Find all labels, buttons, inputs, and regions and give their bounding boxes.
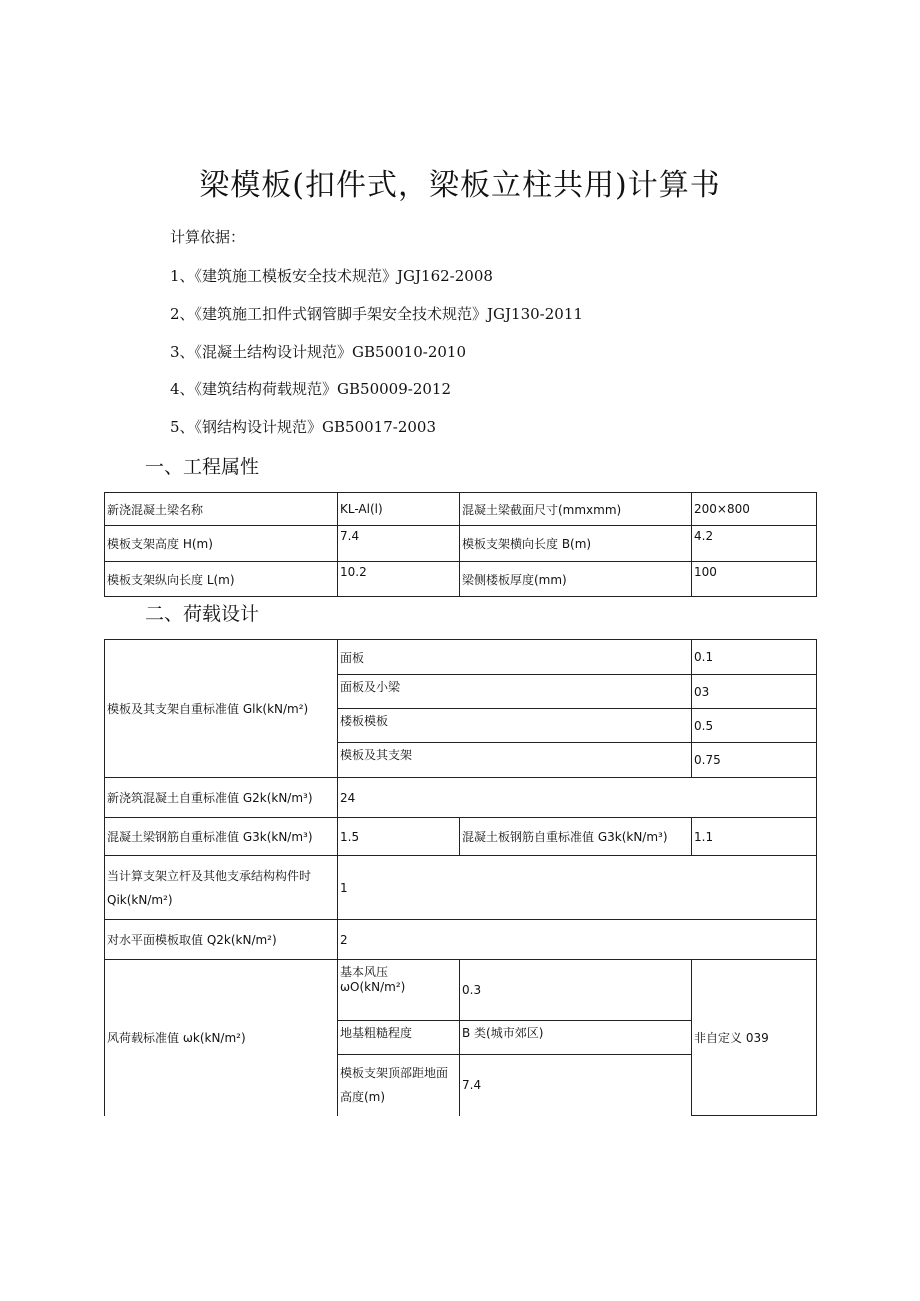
q2k-label: 对水平面模板取值 Q2k(kN/m²) xyxy=(105,920,338,960)
wind-label: 风荷载标准值 ωk(kN/m²) xyxy=(105,960,338,1116)
property-value: 4.2 xyxy=(692,526,817,562)
property-label: 新浇混凝土梁名称 xyxy=(105,493,338,526)
table-row xyxy=(105,960,817,1021)
section-heading-load: 二、荷载设计 xyxy=(145,603,260,625)
table-row xyxy=(105,856,817,920)
table-row xyxy=(105,562,817,597)
property-value: 7.4 xyxy=(338,526,460,562)
property-label: 模板支架高度 H(m) xyxy=(105,526,338,562)
table-row xyxy=(105,778,817,818)
project-properties-table xyxy=(104,492,817,597)
wind-item-label: 模板支架顶部距地面高度(m) xyxy=(338,1055,460,1116)
table-row xyxy=(105,493,817,526)
property-value: KL-Al(l) xyxy=(338,493,460,526)
table-row xyxy=(105,818,817,856)
reference-item: 5、《钢结构设计规范》GB50017-2003 xyxy=(170,418,437,436)
g1k-item-label: 面板及小梁 xyxy=(338,675,692,709)
wind-item-value: 7.4 xyxy=(460,1055,692,1116)
g1k-item-value: 0.5 xyxy=(692,709,817,743)
table-row xyxy=(105,920,817,960)
page-title: 梁模板(扣件式，梁板立柱共用)计算书 xyxy=(199,168,721,203)
load-design-table xyxy=(104,639,817,1116)
table-row xyxy=(105,526,817,562)
g1k-item-label: 模板及其支架 xyxy=(338,743,692,778)
basis-label: 计算依据： xyxy=(170,228,246,246)
reference-item: 1、《建筑施工模板安全技术规范》JGJ162-2008 xyxy=(170,267,493,285)
q1k-value: 1 xyxy=(338,856,817,920)
table-row xyxy=(105,640,817,675)
property-label: 模板支架横向长度 B(m) xyxy=(460,526,692,562)
property-label: 梁侧楼板厚度(mm) xyxy=(460,562,692,597)
g3k-slab-value: 1.1 xyxy=(692,818,817,856)
wind-item-label: 基本风压 ωO(kN/m²) xyxy=(338,960,460,1021)
g1k-item-label: 楼板模板 xyxy=(338,709,692,743)
wind-extra: 非自定义 039 xyxy=(692,960,817,1116)
g1k-item-value: 0.75 xyxy=(692,743,817,778)
wind-item-value: B 类(城市郊区) xyxy=(460,1021,692,1055)
property-value: 100 xyxy=(692,562,817,597)
g2k-value: 24 xyxy=(338,778,817,818)
g2k-label: 新浇筑混凝土自重标准值 G2k(kN/m³) xyxy=(105,778,338,818)
property-value: 200×800 xyxy=(692,493,817,526)
section-heading-project: 一、工程属性 xyxy=(145,456,260,478)
g3k-slab-label: 混凝土板钢筋自重标准值 G3k(kN/m³) xyxy=(460,818,692,856)
g1k-item-value: 03 xyxy=(692,675,817,709)
reference-item: 2、《建筑施工扣件式钢管脚手架安全技术规范》JGJ130-2011 xyxy=(170,305,583,323)
property-label: 混凝土梁截面尺寸(mmxmm) xyxy=(460,493,692,526)
q1k-label: 当计算支架立杆及其他支承结构构件时 Qik(kN/m²) xyxy=(105,856,338,920)
q2k-value: 2 xyxy=(338,920,817,960)
reference-item: 3、《混凝土结构设计规范》GB50010-2010 xyxy=(170,343,467,361)
wind-item-label: 地基粗糙程度 xyxy=(338,1021,460,1055)
property-label: 模板支架纵向长度 L(m) xyxy=(105,562,338,597)
g1k-item-label: 面板 xyxy=(338,640,692,675)
g1k-label: 模板及其支架自重标准值 Glk(kN/m²) xyxy=(105,640,338,778)
g3k-beam-label: 混凝土梁钢筋自重标准值 G3k(kN/m³) xyxy=(105,818,338,856)
g3k-beam-value: 1.5 xyxy=(338,818,460,856)
wind-item-value: 0.3 xyxy=(460,960,692,1021)
g1k-item-value: 0.1 xyxy=(692,640,817,675)
property-value: 10.2 xyxy=(338,562,460,597)
reference-item: 4、《建筑结构荷载规范》GB50009-2012 xyxy=(170,380,452,398)
